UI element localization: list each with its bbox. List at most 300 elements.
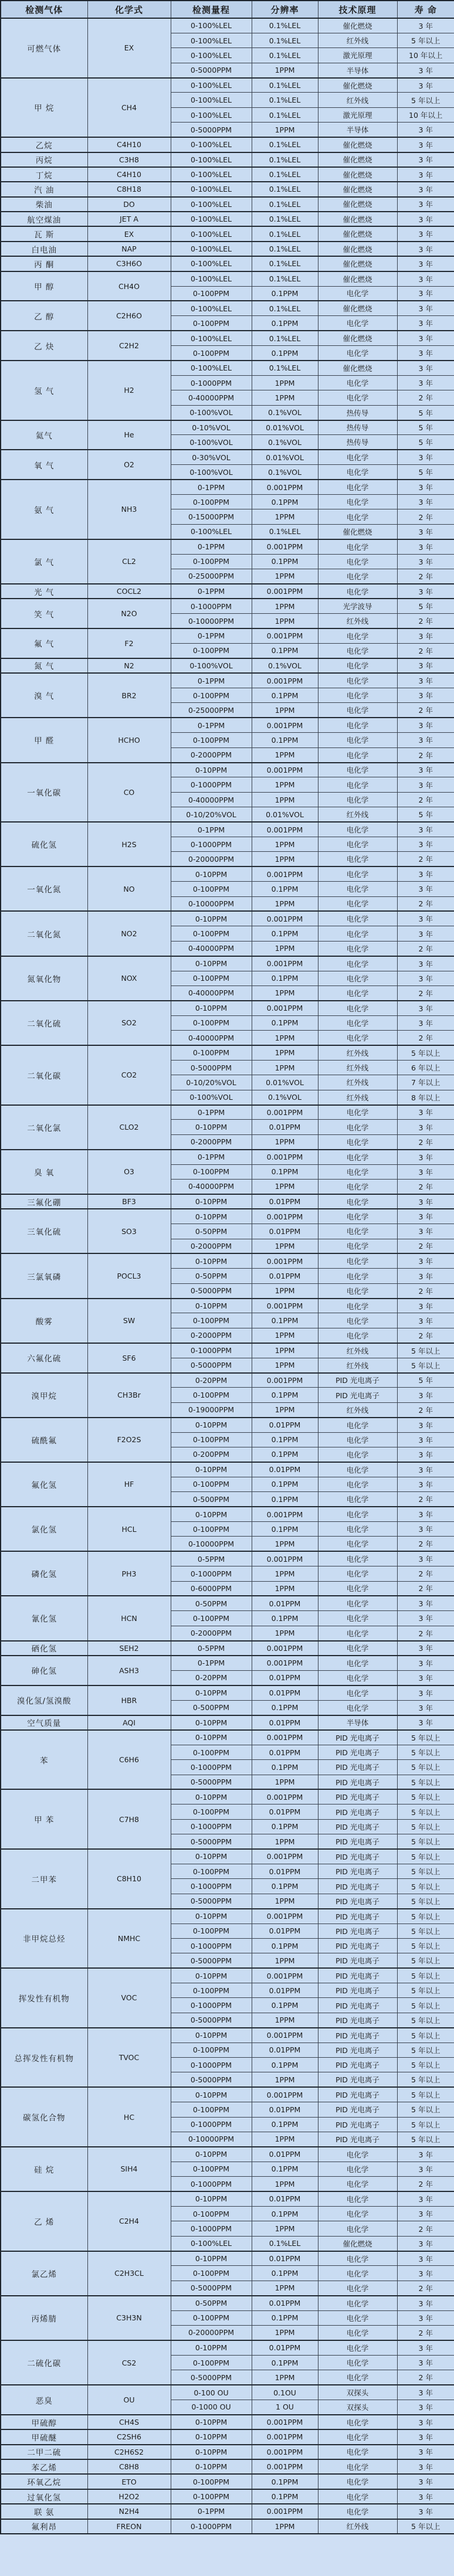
resolution-cell: 0.001PPM (252, 2087, 318, 2102)
range-cell: 0-1000PPM (171, 599, 252, 613)
range-cell: 0-10PPM (171, 763, 252, 777)
resolution-cell: 0.001PPM (252, 673, 318, 688)
resolution-cell: 0.001PPM (252, 1968, 318, 1983)
formula-cell: NMHC (87, 1909, 171, 1969)
lifespan-cell: 3 年 (397, 2445, 454, 2459)
principle-cell: 催化燃烧 (318, 524, 397, 539)
principle-cell: 电化学 (318, 1328, 397, 1343)
range-cell: 0-5000PPM (171, 2281, 252, 2295)
range-cell: 0-100%LEL (171, 331, 252, 345)
principle-cell: 电化学 (318, 2489, 397, 2504)
principle-cell: 电化学 (318, 2251, 397, 2266)
formula-cell: N2O (87, 599, 171, 628)
lifespan-cell: 3 年 (397, 2474, 454, 2489)
principle-cell: 电化学 (318, 1031, 397, 1045)
lifespan-cell: 3 年 (397, 1551, 454, 1566)
range-cell: 0-100PPM (171, 1864, 252, 1878)
range-cell: 0-1000 OU (171, 2400, 252, 2415)
lifespan-cell: 3 年 (397, 1253, 454, 1268)
lifespan-cell: 5 年以上 (397, 1894, 454, 1908)
principle-cell: 电化学 (318, 1299, 397, 1313)
range-cell: 0-100PPM (171, 2206, 252, 2221)
principle-cell: PID 光电离子 (318, 2087, 397, 2102)
resolution-cell: 0.001PPM (252, 1789, 318, 1804)
table-row (1, 1299, 454, 1313)
resolution-cell: 0.001PPM (252, 628, 318, 643)
range-cell: 0-100PPM (171, 554, 252, 569)
gas-name-cell: 氨 气 (1, 480, 87, 539)
formula-cell: EX (87, 18, 171, 78)
range-cell: 0-25000PPM (171, 703, 252, 718)
principle-cell: 电化学 (318, 2340, 397, 2355)
resolution-cell: 0.001PPM (252, 2429, 318, 2444)
range-cell: 0-500PPM (171, 1700, 252, 1715)
lifespan-cell: 5 年以上 (397, 1923, 454, 1938)
principle-cell: 电化学 (318, 1507, 397, 1521)
principle-cell: 催化燃烧 (318, 197, 397, 212)
range-cell: 0-40000PPM (171, 1031, 252, 1045)
principle-cell: 电化学 (318, 2191, 397, 2206)
lifespan-cell: 5 年以上 (397, 1909, 454, 1923)
resolution-cell: 0.001PPM (252, 2445, 318, 2459)
range-cell: 0-100PPM (171, 1804, 252, 1819)
range-cell: 0-10PPM (171, 2340, 252, 2355)
principle-cell: 红外线 (318, 1060, 397, 1075)
lifespan-cell: 5 年以上 (397, 2102, 454, 2117)
principle-cell: PID 光电离子 (318, 1938, 397, 1953)
range-cell: 0-1000PPM (171, 1998, 252, 2013)
formula-cell: PH3 (87, 1551, 171, 1596)
lifespan-cell: 5 年以上 (397, 2087, 454, 2102)
resolution-cell: 0.1PPM (252, 346, 318, 361)
lifespan-cell: 3 年 (397, 822, 454, 837)
lifespan-cell: 2 年 (397, 1537, 454, 1551)
lifespan-cell: 3 年 (397, 331, 454, 345)
range-cell: 0-100%VOL (171, 465, 252, 480)
range-cell: 0-100%LEL (171, 361, 252, 375)
principle-cell: PID 光电离子 (318, 1819, 397, 1834)
range-cell: 0-100%VOL (171, 1090, 252, 1105)
gas-name-cell: 氧 气 (1, 450, 87, 480)
range-cell: 0-100%LEL (171, 33, 252, 47)
range-cell: 0-10PPM (171, 1462, 252, 1477)
lifespan-cell: 3 年 (397, 2385, 454, 2400)
table-row (1, 167, 454, 182)
range-cell: 0-40000PPM (171, 985, 252, 1000)
lifespan-cell: 5 年以上 (397, 1358, 454, 1372)
lifespan-cell: 2 年 (397, 1492, 454, 1507)
formula-cell: SEH2 (87, 1641, 171, 1656)
principle-cell: 电化学 (318, 1164, 397, 1179)
resolution-cell: 0.1PPM (252, 2310, 318, 2325)
gas-name-cell: 白电油 (1, 242, 87, 256)
formula-cell: He (87, 420, 171, 450)
gas-name-cell: 氯乙烯 (1, 2251, 87, 2296)
range-cell: 0-5000PPM (171, 63, 252, 77)
resolution-cell: 0.1%LEL (252, 33, 318, 47)
lifespan-cell: 3 年 (397, 316, 454, 331)
range-cell: 0-1PPM (171, 1150, 252, 1164)
lifespan-cell: 3 年 (397, 1462, 454, 1477)
formula-cell: C3H8 (87, 152, 171, 167)
formula-cell: ASH3 (87, 1656, 171, 1685)
principle-cell: PID 光电离子 (318, 1849, 397, 1864)
lifespan-cell: 3 年 (397, 256, 454, 271)
lifespan-cell: 3 年 (397, 718, 454, 732)
resolution-cell: 0.1%LEL (252, 524, 318, 539)
principle-cell: 电化学 (318, 1120, 397, 1134)
lifespan-cell: 3 年 (397, 584, 454, 599)
principle-cell: PID 光电离子 (318, 1804, 397, 1819)
range-cell: 0-100PPM (171, 1164, 252, 1179)
lifespan-cell: 3 年 (397, 361, 454, 375)
resolution-cell: 1PPM (252, 1894, 318, 1908)
table-row (1, 256, 454, 271)
lifespan-cell: 3 年 (397, 926, 454, 941)
resolution-cell: 0.001PPM (252, 1641, 318, 1656)
resolution-cell: 1PPM (252, 1834, 318, 1849)
principle-cell: 电化学 (318, 718, 397, 732)
resolution-cell: 0.1PPM (252, 2206, 318, 2221)
lifespan-cell: 2 年 (397, 2177, 454, 2191)
gas-name-cell: 光 气 (1, 584, 87, 599)
lifespan-cell: 2 年 (397, 747, 454, 762)
resolution-cell: 0.1%VOL (252, 435, 318, 450)
table-row (1, 2087, 454, 2102)
lifespan-cell: 3 年 (397, 1150, 454, 1164)
table-row (1, 539, 454, 554)
principle-cell: PID 光电离子 (318, 1879, 397, 1894)
resolution-cell: 1PPM (252, 1134, 318, 1149)
lifespan-cell: 2 年 (397, 2221, 454, 2236)
principle-cell: 电化学 (318, 2504, 397, 2519)
range-cell: 0-2000PPM (171, 747, 252, 762)
range-cell: 0-100PPM (171, 1611, 252, 1626)
range-cell: 0-10PPM (171, 2415, 252, 2429)
lifespan-cell: 3 年 (397, 137, 454, 152)
resolution-cell: 0.1OU (252, 2385, 318, 2400)
table-row (1, 271, 454, 286)
resolution-cell: 0.1%VOL (252, 1090, 318, 1105)
lifespan-cell: 3 年 (397, 182, 454, 196)
formula-cell: BF3 (87, 1194, 171, 1209)
resolution-cell: 1PPM (252, 2072, 318, 2087)
lifespan-cell: 5 年以上 (397, 2043, 454, 2057)
resolution-cell: 0.1PPM (252, 643, 318, 658)
resolution-cell: 1PPM (252, 747, 318, 762)
principle-cell: 电化学 (318, 2429, 397, 2444)
principle-cell: 电化学 (318, 911, 397, 926)
resolution-cell: 1PPM (252, 2177, 318, 2191)
principle-cell: 电化学 (318, 673, 397, 688)
gas-name-cell: 一氧化碳 (1, 763, 87, 823)
lifespan-cell: 2 年 (397, 2370, 454, 2385)
lifespan-cell: 2 年 (397, 1581, 454, 1596)
lifespan-cell: 3 年 (397, 524, 454, 539)
range-cell: 0-10PPM (171, 2251, 252, 2266)
table-row (1, 1001, 454, 1015)
principle-cell: PID 光电离子 (318, 1894, 397, 1908)
gas-name-cell: 汽 油 (1, 182, 87, 196)
lifespan-cell: 5 年以上 (397, 1864, 454, 1878)
principle-cell: 电化学 (318, 643, 397, 658)
range-cell: 0-100PPM (171, 688, 252, 703)
range-cell: 0-10/20%VOL (171, 1075, 252, 1090)
principle-cell: 电化学 (318, 1269, 397, 1283)
lifespan-cell: 5 年以上 (397, 1343, 454, 1358)
gas-name-cell: 氮氧化物 (1, 956, 87, 1001)
lifespan-cell: 3 年 (397, 1164, 454, 1179)
principle-cell: 电化学 (318, 2459, 397, 2474)
resolution-cell: 0.001PPM (252, 1253, 318, 1268)
lifespan-cell: 3 年 (397, 2504, 454, 2519)
range-cell: 0-10PPM (171, 1789, 252, 1804)
principle-cell: 电化学 (318, 1134, 397, 1149)
range-cell: 0-1000PPM (171, 777, 252, 792)
resolution-cell: 0.1%VOL (252, 465, 318, 480)
table-row (1, 301, 454, 315)
principle-cell: 红外线 (318, 807, 397, 822)
resolution-cell: 0.01PPM (252, 2147, 318, 2162)
formula-cell: POCL3 (87, 1253, 171, 1298)
resolution-cell: 0.001PPM (252, 480, 318, 494)
principle-cell: 电化学 (318, 1626, 397, 1640)
gas-name-cell: 二甲二硫 (1, 2445, 87, 2459)
resolution-cell: 0.001PPM (252, 2028, 318, 2043)
lifespan-cell: 3 年 (397, 1418, 454, 1432)
gas-name-cell: 乙烷 (1, 137, 87, 152)
principle-cell: 电化学 (318, 509, 397, 524)
lifespan-cell: 2 年 (397, 569, 454, 583)
principle-cell: PID 光电离子 (318, 1834, 397, 1849)
formula-cell: COCL2 (87, 584, 171, 599)
lifespan-cell: 2 年 (397, 1134, 454, 1149)
range-cell: 0-5000PPM (171, 1060, 252, 1075)
table-row (1, 1968, 454, 1983)
table-row (1, 1641, 454, 1656)
lifespan-cell: 3 年 (397, 763, 454, 777)
lifespan-cell: 3 年 (397, 2296, 454, 2310)
principle-cell: 催化燃烧 (318, 256, 397, 271)
lifespan-cell: 2 年 (397, 1402, 454, 1417)
lifespan-cell: 3 年 (397, 2266, 454, 2281)
column-header-range: 检测量程 (171, 1, 252, 18)
lifespan-cell: 5 年 (397, 807, 454, 822)
resolution-cell: 1PPM (252, 599, 318, 613)
formula-cell: SO3 (87, 1209, 171, 1253)
lifespan-cell: 5 年以上 (397, 2028, 454, 2043)
resolution-cell: 0.001PPM (252, 1105, 318, 1120)
gas-name-cell: 苯乙烯 (1, 2459, 87, 2474)
column-header-resolution: 分辨率 (252, 1, 318, 18)
table-row (1, 2191, 454, 2206)
range-cell: 0-20000PPM (171, 852, 252, 866)
lifespan-cell: 3 年 (397, 673, 454, 688)
lifespan-cell: 3 年 (397, 837, 454, 851)
resolution-cell: 0.01%VOL (252, 450, 318, 464)
resolution-cell: 0.01PPM (252, 1685, 318, 1700)
gas-name-cell: 联 氨 (1, 2504, 87, 2519)
resolution-cell: 0.1PPM (252, 2266, 318, 2281)
range-cell: 0-5000PPM (171, 2013, 252, 2027)
resolution-cell: 0.1%LEL (252, 226, 318, 241)
formula-cell: F2O2S (87, 1418, 171, 1462)
lifespan-cell: 8 年以上 (397, 1090, 454, 1105)
range-cell: 0-20PPM (171, 1670, 252, 1685)
resolution-cell: 0.01PPM (252, 1804, 318, 1819)
resolution-cell: 1PPM (252, 509, 318, 524)
resolution-cell: 0.01PPM (252, 1923, 318, 1938)
lifespan-cell: 3 年 (397, 2191, 454, 2206)
formula-cell: N2 (87, 658, 171, 673)
resolution-cell: 1PPM (252, 1031, 318, 1045)
table-row (1, 1715, 454, 1730)
lifespan-cell: 5 年以上 (397, 1775, 454, 1789)
lifespan-cell: 3 年 (397, 2206, 454, 2221)
gas-name-cell: 氢 气 (1, 361, 87, 420)
principle-cell: PID 光电离子 (318, 2013, 397, 2027)
formula-cell: SW (87, 1299, 171, 1343)
principle-cell: 电化学 (318, 1521, 397, 1536)
resolution-cell: 0.1%LEL (252, 78, 318, 93)
table-row (1, 1849, 454, 1864)
gas-name-cell: 二氧化硫 (1, 1001, 87, 1045)
formula-cell: NAP (87, 242, 171, 256)
range-cell: 0-1000PPM (171, 1938, 252, 1953)
principle-cell: PID 光电离子 (318, 1775, 397, 1789)
range-cell: 0-5PPM (171, 1551, 252, 1566)
principle-cell: 电化学 (318, 390, 397, 405)
range-cell: 0-5000PPM (171, 123, 252, 137)
range-cell: 0-40000PPM (171, 390, 252, 405)
principle-cell: 电化学 (318, 1462, 397, 1477)
table-row (1, 599, 454, 613)
resolution-cell: 0.01PPM (252, 1864, 318, 1878)
resolution-cell: 0.1%LEL (252, 331, 318, 345)
range-cell: 0-100PPM (171, 733, 252, 747)
resolution-cell: 1PPM (252, 1328, 318, 1343)
range-cell: 0-15000PPM (171, 509, 252, 524)
principle-cell: 催化燃烧 (318, 212, 397, 226)
principle-cell: PID 光电离子 (318, 1968, 397, 1983)
principle-cell: 电化学 (318, 1492, 397, 1507)
gas-name-cell: 丙烷 (1, 152, 87, 167)
range-cell: 0-100PPM (171, 1045, 252, 1060)
lifespan-cell: 3 年 (397, 1105, 454, 1120)
table-row (1, 718, 454, 732)
resolution-cell: 0.1%LEL (252, 301, 318, 315)
range-cell: 0-1PPM (171, 718, 252, 732)
resolution-cell: 0.001PPM (252, 1001, 318, 1015)
resolution-cell: 0.1PPM (252, 1760, 318, 1775)
range-cell: 0-5000PPM (171, 1775, 252, 1789)
principle-cell: 催化燃烧 (318, 242, 397, 256)
resolution-cell: 1PPM (252, 1060, 318, 1075)
resolution-cell: 1PPM (252, 896, 318, 911)
resolution-cell: 0.1PPM (252, 1015, 318, 1030)
resolution-cell: 0.001PPM (252, 2504, 318, 2519)
resolution-cell: 1PPM (252, 2013, 318, 2027)
lifespan-cell: 2 年 (397, 1031, 454, 1045)
range-cell: 0-1000PPM (171, 1879, 252, 1894)
resolution-cell: 0.1%LEL (252, 212, 318, 226)
range-cell: 0-6000PPM (171, 1581, 252, 1596)
principle-cell: 红外线 (318, 1075, 397, 1090)
gas-name-cell: 溴化氢/氢溴酸 (1, 1685, 87, 1715)
principle-cell: 电化学 (318, 866, 397, 881)
range-cell: 0-19000PPM (171, 1402, 252, 1417)
formula-cell: O2 (87, 450, 171, 480)
lifespan-cell: 2 年 (397, 985, 454, 1000)
principle-cell: 电化学 (318, 1656, 397, 1670)
principle-cell: 催化燃烧 (318, 226, 397, 241)
resolution-cell: 1PPM (252, 1626, 318, 1640)
range-cell: 0-10PPM (171, 911, 252, 926)
formula-cell: BR2 (87, 673, 171, 718)
range-cell: 0-100%LEL (171, 93, 252, 107)
header-row (1, 1, 454, 18)
range-cell: 0-100%VOL (171, 658, 252, 673)
range-cell: 0-10PPM (171, 2147, 252, 2162)
range-cell: 0-100%LEL (171, 167, 252, 182)
lifespan-cell: 3 年 (397, 197, 454, 212)
range-cell: 0-10PPM (171, 1507, 252, 1521)
lifespan-cell: 2 年 (397, 390, 454, 405)
resolution-cell: 0.1PPM (252, 1492, 318, 1507)
range-cell: 0-1000PPM (171, 375, 252, 390)
lifespan-cell: 3 年 (397, 1521, 454, 1536)
gas-name-cell: 氟 气 (1, 628, 87, 658)
principle-cell: 电化学 (318, 658, 397, 673)
principle-cell: 电化学 (318, 2296, 397, 2310)
resolution-cell: 1PPM (252, 985, 318, 1000)
gas-name-cell: 瓦 斯 (1, 226, 87, 241)
resolution-cell: 1PPM (252, 2519, 318, 2534)
formula-cell: CO2 (87, 1045, 171, 1105)
range-cell: 0-100%LEL (171, 271, 252, 286)
gas-name-cell: 三氧化硫 (1, 1209, 87, 1253)
range-cell: 0-1000PPM (171, 1760, 252, 1775)
gas-name-cell: 二氧化碳 (1, 1045, 87, 1105)
gas-name-cell: 空气质量 (1, 1715, 87, 1730)
principle-cell: 红外线 (318, 1090, 397, 1105)
range-cell: 0-40000PPM (171, 941, 252, 956)
principle-cell: 电化学 (318, 1283, 397, 1298)
lifespan-cell: 2 年 (397, 509, 454, 524)
lifespan-cell: 2 年 (397, 2281, 454, 2295)
principle-cell: 电化学 (318, 747, 397, 762)
range-cell: 0-100PPM (171, 2474, 252, 2489)
gas-name-cell: 一氧化氮 (1, 866, 87, 911)
resolution-cell: 0.1PPM (252, 554, 318, 569)
table-row (1, 2340, 454, 2355)
table-row (1, 78, 454, 93)
range-cell: 0-5000PPM (171, 1834, 252, 1849)
gas-name-cell: 丁烷 (1, 167, 87, 182)
resolution-cell: 1PPM (252, 1343, 318, 1358)
resolution-cell: 0.01PPM (252, 1670, 318, 1685)
principle-cell: PID 光电离子 (318, 2072, 397, 2087)
lifespan-cell: 3 年 (397, 971, 454, 985)
formula-cell: CH4 (87, 78, 171, 138)
principle-cell: 催化燃烧 (318, 18, 397, 33)
lifespan-cell: 3 年 (397, 628, 454, 643)
lifespan-cell: 3 年 (397, 152, 454, 167)
gas-name-cell: 挥发性有机物 (1, 1968, 87, 2028)
resolution-cell: 0.001PPM (252, 911, 318, 926)
range-cell: 0-1000PPM (171, 1819, 252, 1834)
lifespan-cell: 3 年 (397, 554, 454, 569)
